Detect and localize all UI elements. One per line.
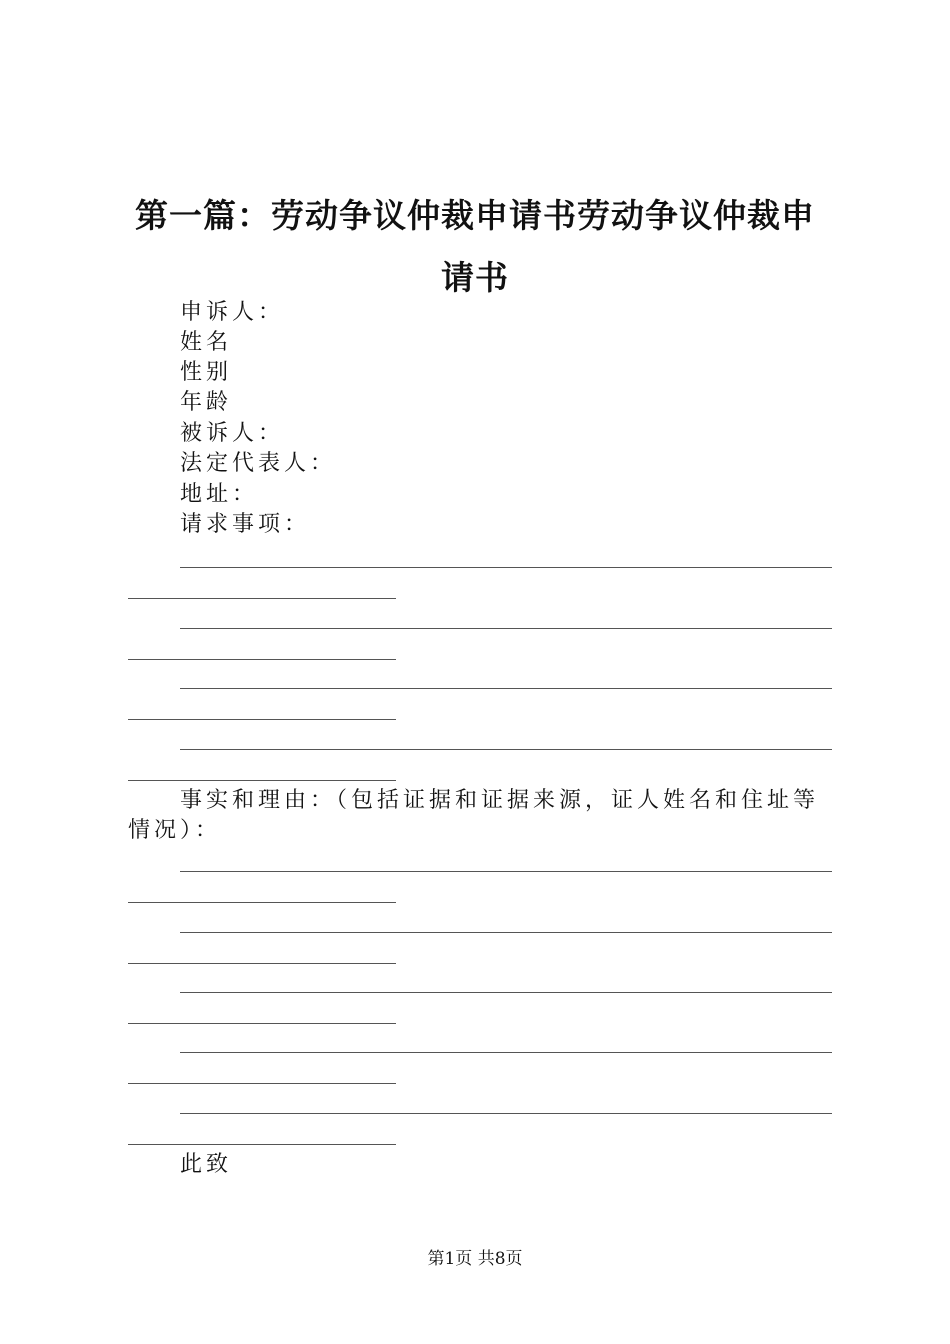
- facts-blank-line: [180, 1052, 832, 1053]
- document-title-line-2: 请书: [441, 258, 509, 297]
- field-claims: 请求事项：: [180, 512, 311, 537]
- claims-blank-line: [128, 780, 396, 781]
- claims-blank-line: [180, 749, 832, 750]
- facts-blank-line: [180, 992, 832, 993]
- claims-blank-line: [180, 567, 832, 568]
- closing-salutation: 此致: [180, 1152, 233, 1177]
- claims-blank-line: [128, 659, 396, 660]
- page-number-footer: 第1页 共8页: [427, 1249, 523, 1269]
- field-legal-representative: 法定代表人：: [180, 451, 337, 476]
- field-name: 姓名: [180, 330, 233, 355]
- facts-blank-line: [128, 963, 396, 964]
- facts-blank-line: [180, 1113, 832, 1114]
- facts-blank-line: [180, 871, 832, 872]
- facts-blank-line: [128, 1023, 396, 1024]
- facts-blank-line: [128, 1144, 396, 1145]
- field-address: 地址：: [180, 482, 259, 507]
- facts-blank-line: [180, 932, 832, 933]
- field-respondent: 被诉人：: [180, 421, 285, 446]
- claims-blank-line: [128, 598, 396, 599]
- field-complainant: 申诉人：: [180, 300, 285, 325]
- document-title-line-1: 第一篇：劳动争议仲裁申请书劳动争议仲裁申: [135, 196, 815, 235]
- field-gender: 性别: [180, 360, 233, 385]
- claims-blank-line: [180, 628, 832, 629]
- facts-heading-line-2: 情况）：: [128, 818, 222, 843]
- facts-blank-line: [128, 902, 396, 903]
- facts-heading-line-1: 事实和理由：（包括证据和证据来源，证人姓名和住址等: [180, 788, 820, 813]
- facts-blank-line: [128, 1083, 396, 1084]
- field-age: 年龄: [180, 390, 233, 415]
- claims-blank-line: [128, 719, 396, 720]
- claims-blank-line: [180, 688, 832, 689]
